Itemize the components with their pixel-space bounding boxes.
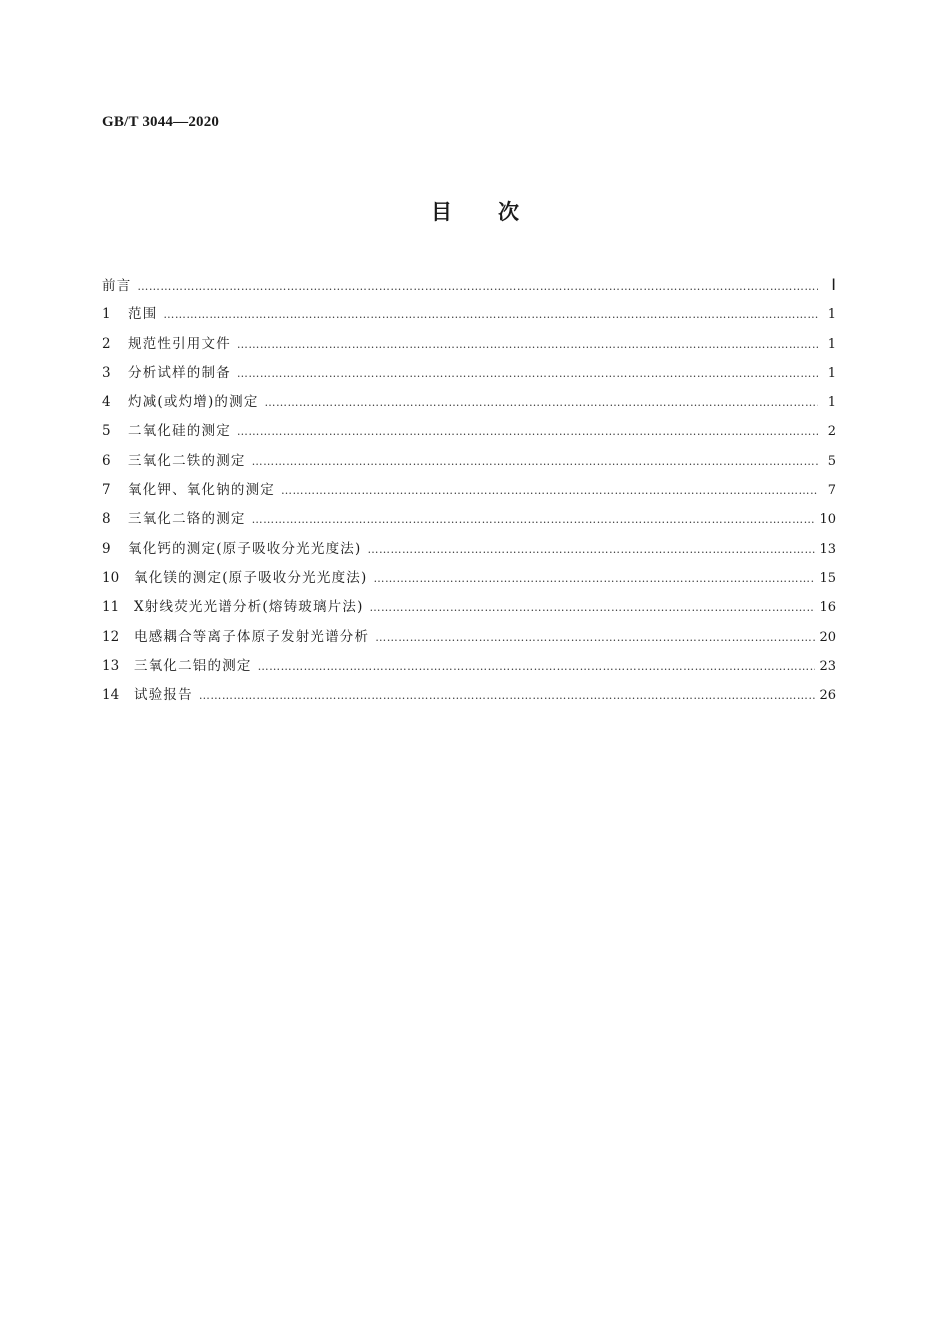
toc-entry-label: 范围 (128, 306, 158, 323)
toc-entry-page: 23 (819, 658, 836, 674)
toc-entry-number: 9 (102, 540, 111, 557)
table-of-contents (102, 271, 836, 710)
toc-entry[interactable] (102, 359, 836, 388)
toc-entry-number: 2 (102, 335, 111, 352)
toc-leader-dots (373, 564, 815, 593)
toc-entry[interactable] (102, 300, 836, 329)
toc-entry-label: 二氧化硅的测定 (128, 423, 231, 440)
toc-entry-label: 前言 (102, 278, 132, 294)
toc-entry-number: 3 (102, 364, 111, 381)
toc-entry[interactable] (102, 564, 836, 593)
toc-leader-dots (163, 300, 818, 329)
toc-leader-dots (367, 535, 815, 564)
toc-entry-number: 10 (102, 569, 120, 586)
toc-entry[interactable] (102, 505, 836, 534)
toc-entry-label: 三氧化二铬的测定 (128, 511, 246, 528)
toc-entry-preface[interactable] (102, 271, 836, 300)
toc-entry-number: 4 (102, 394, 111, 411)
toc-entry[interactable] (102, 447, 836, 476)
toc-entry-page: 5 (827, 453, 836, 469)
toc-entry[interactable] (102, 388, 836, 417)
toc-leader-dots (375, 623, 815, 652)
toc-entry-number: 1 (102, 306, 111, 323)
standard-code: GB/T 3044—2020 (102, 114, 220, 130)
toc-leader-dots (237, 330, 818, 359)
toc-leader-dots (370, 593, 816, 622)
toc-leader-dots (281, 476, 818, 505)
toc-entry[interactable] (102, 681, 836, 710)
toc-leader-dots (137, 272, 818, 301)
toc-leader-dots (237, 417, 818, 446)
toc-entry-label: 三氧化二铁的测定 (128, 452, 246, 469)
title-part-2: 次 (498, 200, 519, 224)
toc-entry-page: 16 (819, 600, 836, 616)
toc-entry-label: 灼减(或灼增)的测定 (128, 394, 259, 411)
toc-entry[interactable] (102, 593, 836, 622)
toc-leader-dots (252, 447, 818, 476)
toc-entry-page: 2 (827, 424, 836, 440)
toc-entry-label: 三氧化二铝的测定 (134, 657, 252, 674)
toc-leader-dots (199, 681, 816, 710)
toc-entry-page: 20 (819, 629, 836, 645)
toc-entry[interactable] (102, 476, 836, 505)
toc-entry-page: 1 (827, 395, 836, 411)
toc-entry-label: 试验报告 (134, 687, 193, 704)
page-title (0, 196, 950, 226)
toc-leader-dots (265, 388, 818, 417)
toc-entry-label: 分析试样的制备 (128, 364, 231, 381)
toc-entry-page: Ⅰ (831, 277, 836, 294)
toc-leader-dots (252, 505, 816, 534)
toc-entry-page: 13 (819, 541, 836, 557)
toc-entry-page: 15 (819, 570, 836, 586)
toc-entry-number: 8 (102, 511, 111, 528)
toc-entry-page: 1 (827, 365, 836, 381)
toc-entry-page: 1 (827, 307, 836, 323)
toc-entry-label: X射线荧光光谱分析(熔铸玻璃片法) (134, 599, 364, 616)
toc-entry[interactable] (102, 535, 836, 564)
toc-entry-page: 10 (819, 512, 836, 528)
toc-entry[interactable] (102, 652, 836, 681)
toc-entry-label: 电感耦合等离子体原子发射光谱分析 (134, 628, 370, 645)
toc-leader-dots (258, 652, 816, 681)
toc-entry-number: 7 (102, 482, 111, 499)
toc-entry-number: 6 (102, 452, 111, 469)
toc-entry-number: 14 (102, 687, 120, 704)
toc-leader-dots (237, 359, 818, 388)
toc-entry-page: 7 (827, 483, 836, 499)
toc-entry-number: 5 (102, 423, 111, 440)
toc-entry-label: 氧化镁的测定(原子吸收分光光度法) (134, 569, 368, 586)
toc-entry-page: 1 (827, 336, 836, 352)
toc-entry-number: 11 (102, 599, 120, 616)
toc-entry-number: 12 (102, 628, 120, 645)
toc-entry-number: 13 (102, 657, 120, 674)
toc-entry-label: 氧化钙的测定(原子吸收分光光度法) (128, 540, 362, 557)
toc-entry[interactable] (102, 330, 836, 359)
toc-entry-label: 规范性引用文件 (128, 335, 231, 352)
toc-entry-page: 26 (819, 688, 836, 704)
toc-entry[interactable] (102, 623, 836, 652)
toc-entry-label: 氧化钾、氧化钠的测定 (128, 482, 275, 499)
toc-entry[interactable] (102, 417, 836, 446)
title-part-1: 目 (431, 200, 452, 224)
